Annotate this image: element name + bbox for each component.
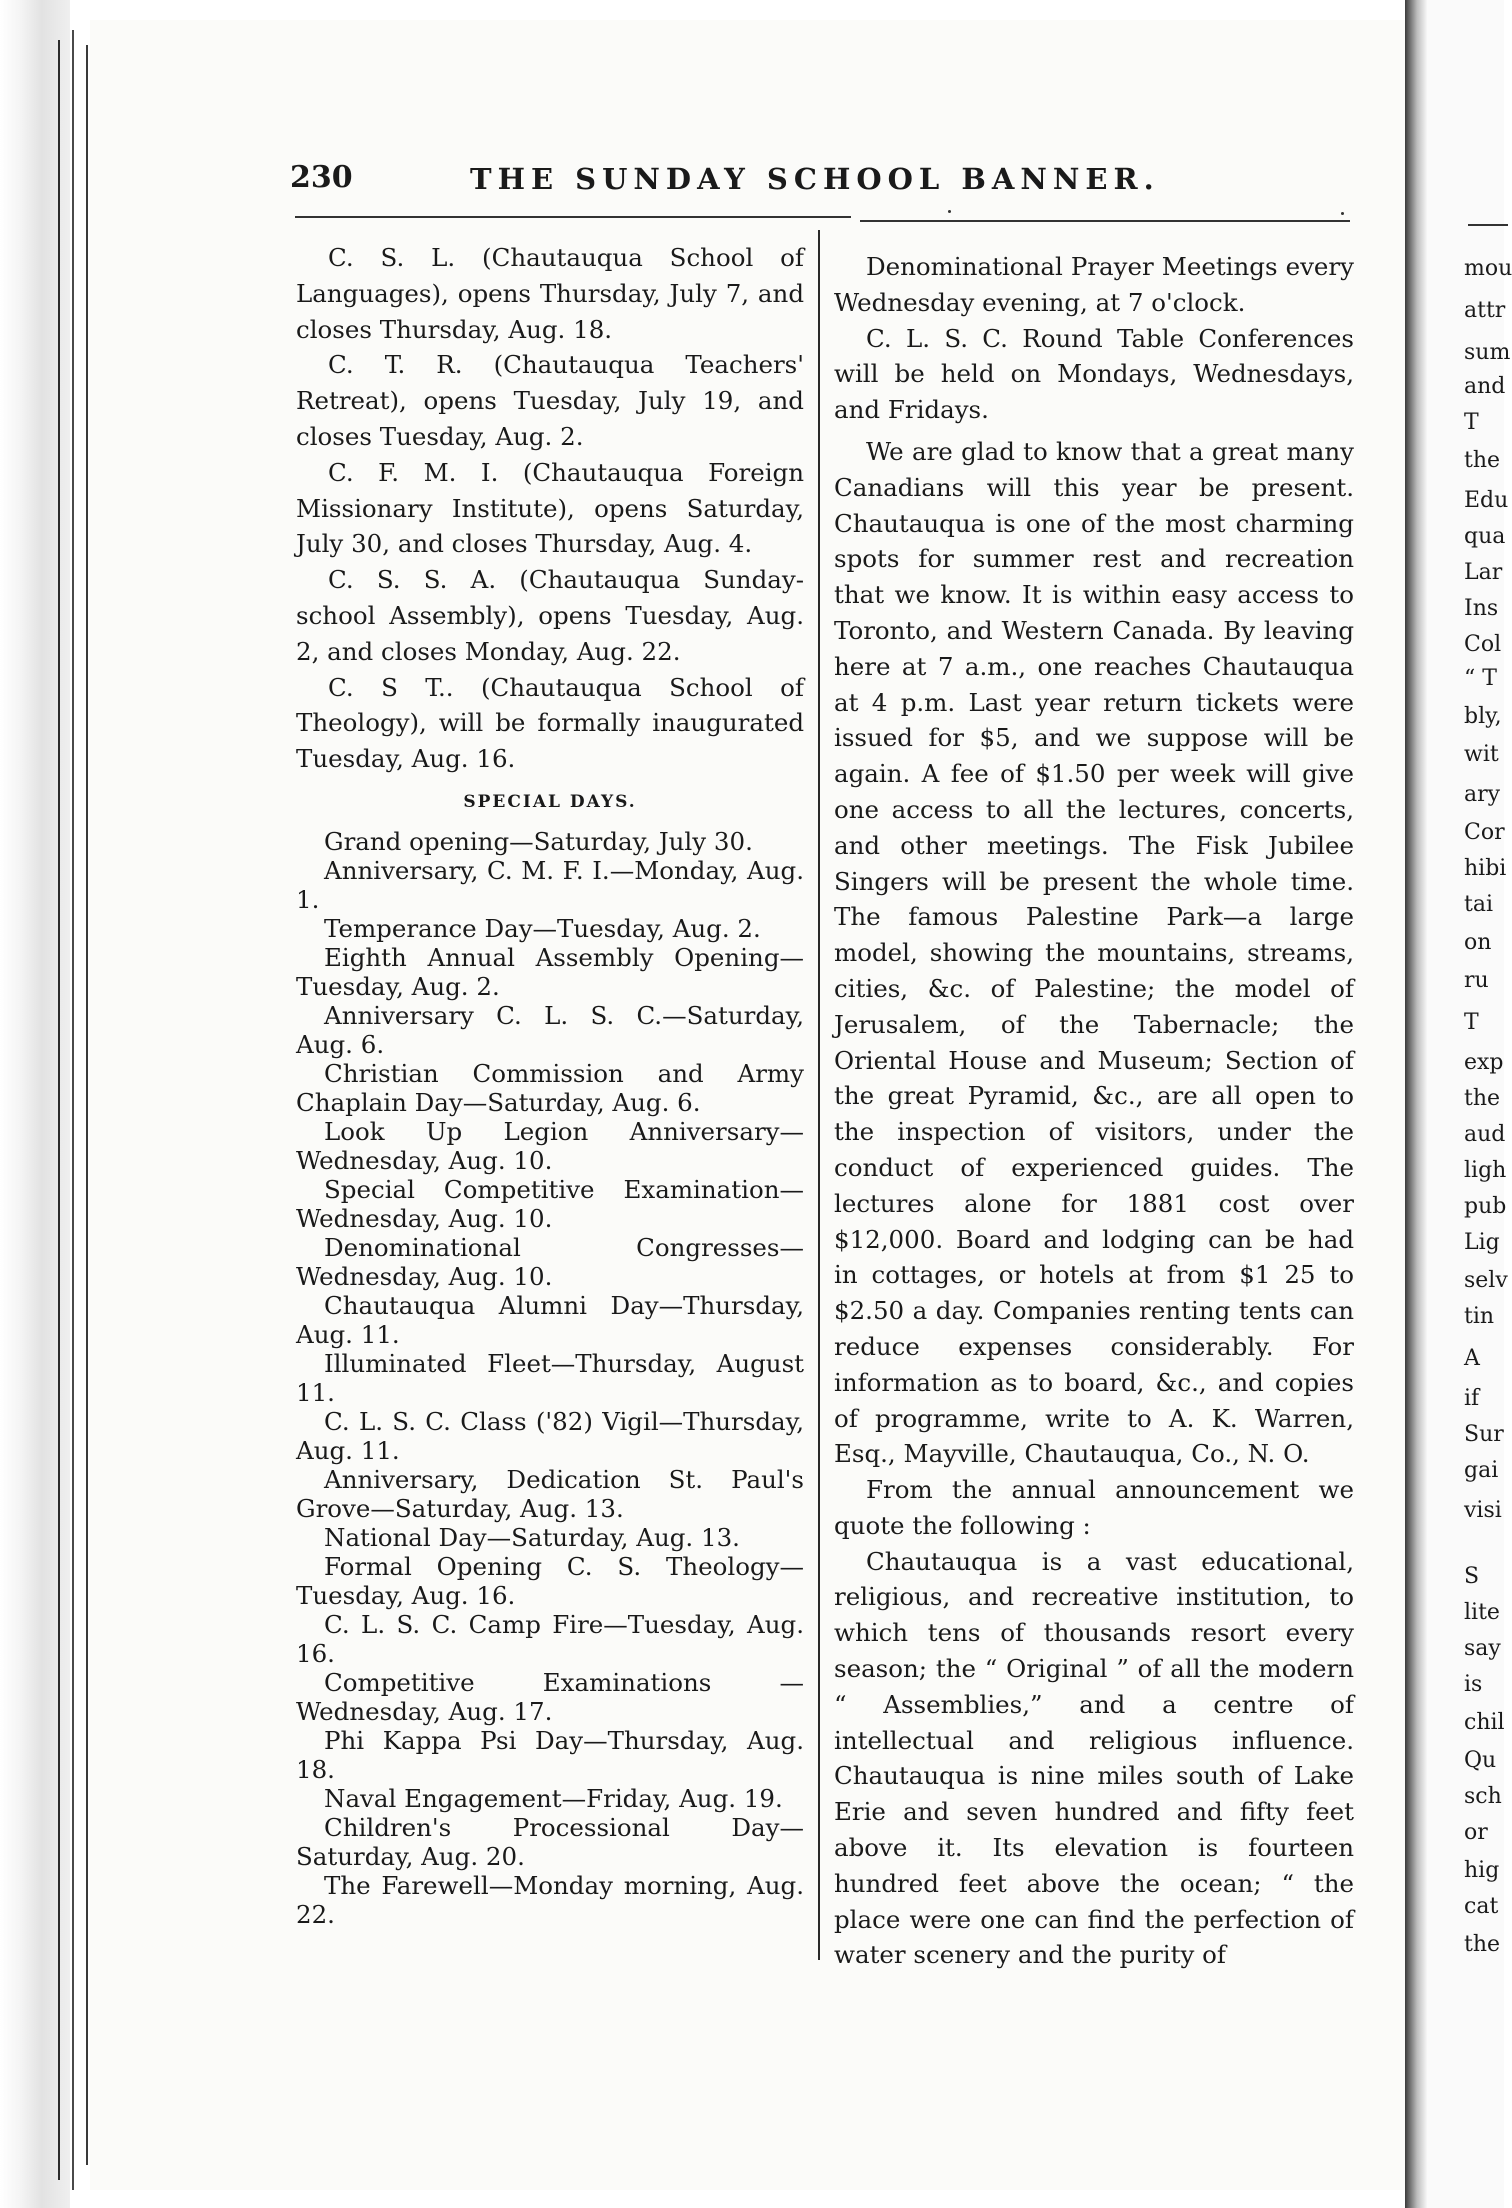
paragraph: C. T. R. (Chautauqua Teachers' Retreat), opens Tuesday, July 19, and closes Tuesday, Aug. 2. — [296, 350, 804, 451]
special-day-item: Grand opening—Saturday, July 30. — [324, 826, 753, 856]
adjacent-page-text-fragment: hibi — [1464, 856, 1507, 881]
paragraph: From the annual announcement we quote the following : — [834, 1475, 1354, 1540]
special-day-item: Anniversary C. L. S. C.—Saturday, Aug. 6. — [296, 1000, 804, 1059]
adjacent-page-text-fragment: Lar — [1464, 560, 1503, 585]
paragraph: C. S. L. (Chautauqua School of Languages), opens Thursday, July 7, and closes Thursday, Aug. 18. — [296, 243, 804, 344]
print-speck — [1341, 212, 1344, 215]
adjacent-page-text-fragment: A — [1464, 1346, 1480, 1371]
special-day-item: Competitive Examinations — Wednesday, Aug. 17. — [296, 1667, 804, 1726]
special-day-item: Special Competitive Examination—Wednesday, Aug. 10. — [296, 1174, 804, 1233]
header-rule-left — [295, 216, 851, 218]
book-gutter — [1405, 0, 1427, 2208]
adjacent-page-text-fragment: Col — [1464, 632, 1502, 657]
adjacent-page-text-fragment: qua — [1464, 524, 1506, 549]
quoted-paragraph: Chautauqua is a vast educational, religious, and recreative institution, to which tens of thousands resort every season; the “ Original ” of all the modern “ Assemblies,” and a centre of intellectual and religious influence. Chautauqua is nine miles south of Lake Erie and seven hundred and fifty feet above it. Its elevation is fourteen hundred feet above the ocean; “ the place were one can find the perfection of water scenery and the purity of — [834, 1546, 1354, 1970]
adjacent-page-text-fragment: Qu — [1464, 1748, 1497, 1773]
print-speck — [948, 210, 951, 213]
right-column — [834, 249, 1354, 1973]
special-day-item: National Day—Saturday, Aug. 13. — [324, 1522, 740, 1552]
adjacent-page-text-fragment: “ T — [1464, 666, 1497, 691]
special-day-item: Look Up Legion Anniversary—Wednesday, Aug. 10. — [296, 1116, 804, 1175]
adjacent-page-text-fragment: ru — [1464, 968, 1489, 993]
adjacent-page-text-fragment: lite — [1464, 1600, 1500, 1625]
special-day-item: Illuminated Fleet—Thursday, August 11. — [296, 1348, 804, 1407]
adjacent-page-text-fragment: sch — [1464, 1784, 1502, 1809]
adjacent-page-text-fragment: bly, — [1464, 704, 1502, 729]
adjacent-page-text-fragment: Ins — [1464, 596, 1499, 621]
special-day-item: Eighth Annual Assembly Opening—Tuesday, Aug. 2. — [296, 942, 804, 1001]
adjacent-page-text-fragment: pub — [1464, 1194, 1507, 1219]
adjacent-page-text-fragment: on — [1464, 930, 1492, 955]
special-day-item: Naval Engagement—Friday, Aug. 19. — [324, 1783, 783, 1813]
special-day-item: Chautauqua Alumni Day—Thursday, Aug. 11. — [296, 1290, 804, 1349]
special-day-item: The Farewell—Monday morning, Aug. 22. — [296, 1870, 804, 1929]
special-day-item: Phi Kappa Psi Day—Thursday, Aug. 18. — [296, 1725, 804, 1784]
running-title: THE SUNDAY SCHOOL BANNER. — [470, 162, 1160, 196]
adjacent-page-text-fragment: S — [1464, 1564, 1480, 1589]
paragraph: C. S. S. A. (Chautauqua Sunday-school Assembly), opens Tuesday, Aug. 2, and closes Monday, Aug. 22. — [296, 565, 804, 666]
adjacent-page-text-fragment: tin — [1464, 1304, 1495, 1329]
header-rule-right — [860, 220, 1350, 222]
adjacent-page-text-fragment: visi — [1464, 1498, 1502, 1523]
special-day-item: Denominational Congresses—Wednesday, Aug. 10. — [296, 1232, 804, 1291]
adjacent-page-text-fragment: the — [1464, 1932, 1501, 1957]
adjacent-page-text-fragment: cat — [1464, 1894, 1499, 1919]
adjacent-page-text-fragment: Lig — [1464, 1230, 1500, 1255]
adjacent-page-text-fragment: T — [1464, 1010, 1479, 1035]
adjacent-page-text-fragment: selv — [1464, 1268, 1508, 1293]
column-divider — [818, 230, 820, 1960]
page-edge — [58, 40, 60, 2180]
adjacent-page-text-fragment: exp — [1464, 1050, 1504, 1075]
special-day-item: Temperance Day—Tuesday, Aug. 2. — [324, 913, 761, 943]
special-day-item: C. L. S. C. Camp Fire—Tuesday, Aug. 16. — [296, 1609, 804, 1668]
adjacent-page-text-fragment: hig — [1464, 1858, 1500, 1883]
section-heading: SPECIAL DAYS. — [463, 791, 637, 812]
adjacent-page-text-fragment: say — [1464, 1636, 1501, 1661]
adjacent-page-text-fragment: T — [1464, 410, 1479, 435]
paragraph: C. L. S. C. Round Table Conferences will be held on Mondays, Wednesdays, and Fridays. — [834, 323, 1354, 425]
adjacent-page — [1427, 0, 1512, 2208]
running-header — [290, 160, 1340, 200]
paragraph: C. F. M. I. (Chautauqua Foreign Missionary Institute), opens Saturday, July 30, and closes Thursday, Aug. 4. — [296, 457, 804, 559]
paragraph: C. S T.. (Chautauqua School of Theology), will be formally inaugurated Tuesday, Aug. 16. — [296, 672, 804, 774]
paragraph: Denominational Prayer Meetings every Wednesday evening, at 7 o'clock. — [834, 252, 1354, 317]
adjacent-page-text-fragment: sum — [1464, 340, 1511, 365]
adjacent-page-text-fragment: attr — [1464, 298, 1506, 323]
adjacent-page-text-fragment: is — [1464, 1672, 1483, 1697]
adjacent-page-text-fragment: and — [1464, 374, 1506, 399]
adjacent-page-text-fragment: chil — [1464, 1710, 1505, 1735]
special-day-item: Christian Commission and Army Chaplain Day—Saturday, Aug. 6. — [296, 1058, 804, 1117]
special-day-item: C. L. S. C. Class ('82) Vigil—Thursday, Aug. 11. — [296, 1406, 804, 1465]
special-day-item: Anniversary, C. M. F. I.—Monday, Aug. 1. — [296, 855, 804, 914]
adjacent-page-text-fragment: gai — [1464, 1458, 1499, 1483]
adjacent-page-text-fragment: aud — [1464, 1122, 1506, 1147]
adjacent-page-text-fragment: if — [1464, 1386, 1480, 1411]
page-number: 230 — [290, 160, 353, 195]
adjacent-page-rule — [1468, 224, 1508, 226]
adjacent-page-text-fragment: ary — [1464, 782, 1501, 807]
special-day-item: Children's Processional Day—Saturday, Aug. 20. — [296, 1812, 804, 1871]
adjacent-page-text-fragment: mou — [1464, 256, 1512, 281]
adjacent-page-text-fragment: the — [1464, 1086, 1501, 1111]
adjacent-page-text-fragment: or — [1464, 1820, 1488, 1845]
adjacent-page-text-fragment: Cor — [1464, 820, 1505, 845]
adjacent-page-text-fragment: wit — [1464, 742, 1499, 767]
page-edge — [86, 45, 88, 2165]
page-edge — [72, 30, 74, 2190]
special-day-item: Anniversary, Dedication St. Paul's Grove—Saturday, Aug. 13. — [296, 1464, 804, 1523]
left-column — [296, 240, 804, 1929]
adjacent-page-text-fragment: the — [1464, 448, 1501, 473]
special-day-item: Formal Opening C. S. Theology—Tuesday, Aug. 16. — [296, 1551, 804, 1610]
adjacent-page-text-fragment: ligh — [1464, 1158, 1507, 1183]
adjacent-page-text-fragment: Sur — [1464, 1422, 1504, 1447]
adjacent-page-text-fragment: Edu — [1464, 488, 1509, 513]
paragraph: We are glad to know that a great many Canadians will this year be present. Chautauqua is one of the most charming spots for summer rest and recreation that we know. It is within easy access to Toronto, and Western Canada. By leaving here at 7 a.m., one reaches Chautauqua at 4 p.m. Last year return tickets were issued for $5, and we suppose will be again. A fee of $1.50 per week will give one access to all the lectures, concerts, and other meetings. The Fisk Jubilee Singers will be present the whole time. The famous Palestine Park—a large model, showing the mountains, streams, cities, &c. of Palestine; the model of Jerusalem, of the Tabernacle; the Oriental House and Museum; Section of the great Pyramid, &c., are all open to the inspection of visitors, under the conduct of experienced guides. The lectures alone for 1881 cost over $12,000. Board and lodging can be had in cottages, or hotels at from $1 25 to $2.50 a day. Companies renting tents can reduce expenses considerably. For information as to board, &c., and copies of programme, write to A. K. Warren, Esq., Mayville, Chautauqua, Co., N. O. — [834, 436, 1354, 1469]
adjacent-page-text-fragment: tai — [1464, 892, 1493, 917]
